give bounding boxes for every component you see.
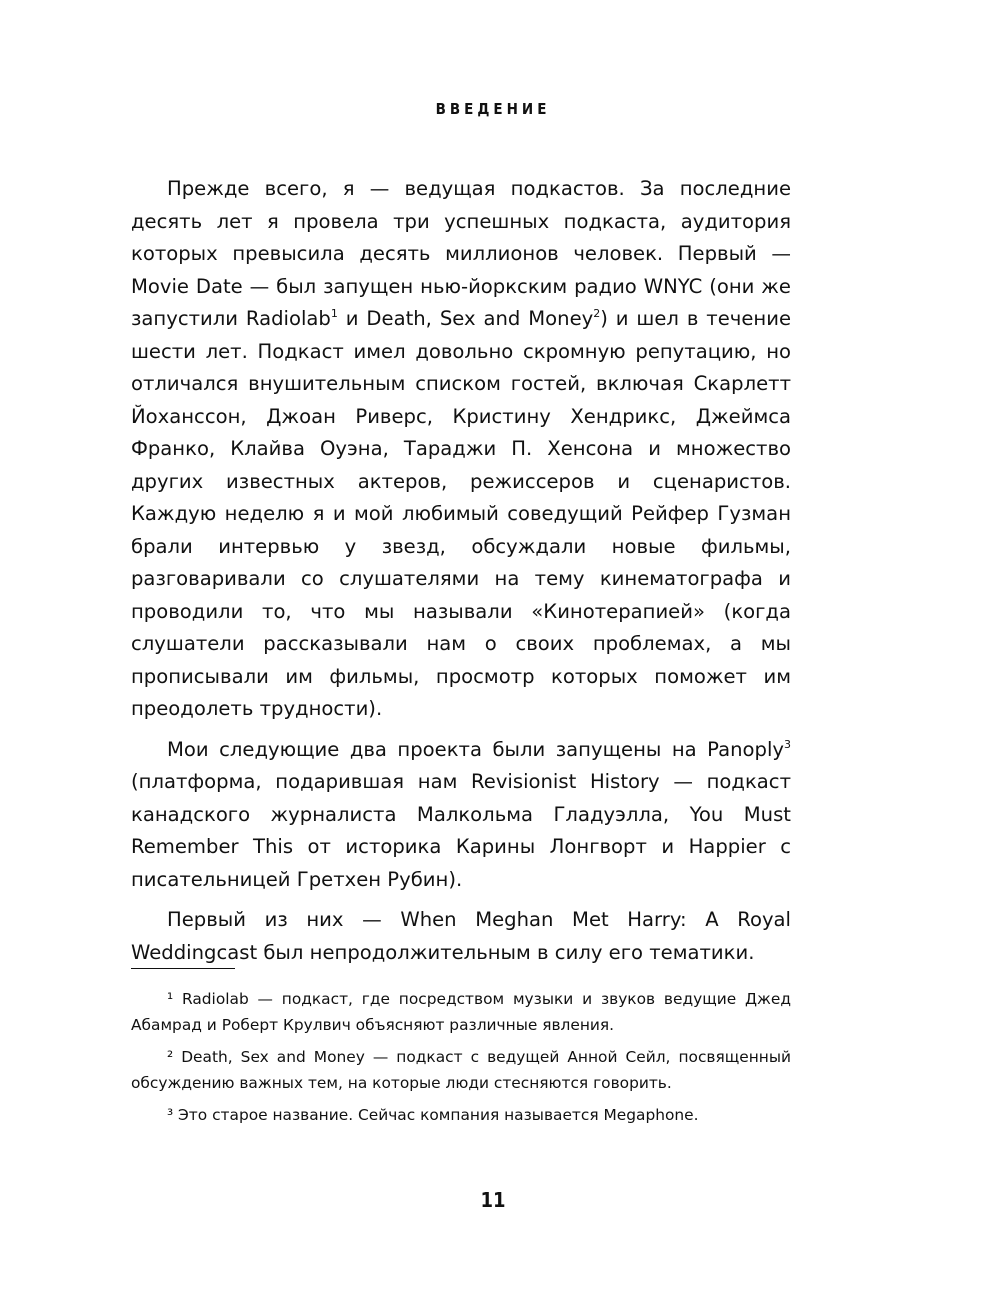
main-text — [131, 173, 791, 977]
running-head: ВВЕДЕНИЕ — [435, 100, 551, 118]
footnote-1: ¹ Radiolab — подкаст, где посредством музыки и звуков ведущие Джед Абамрад и Роберт Крулвич объясняют различные явления. — [131, 990, 791, 1034]
footnote-ref-3: 3 — [784, 737, 791, 751]
page-number: 11 — [480, 1188, 506, 1212]
footnote-2: ² Death, Sex and Money — подкаст с ведущей Анной Сейл, посвященный обсуждению важных тем, на которые люди стесняются говорить. — [131, 1048, 791, 1092]
footnote-ref-2: 2 — [593, 307, 601, 320]
footnote-ref-1: 1 — [330, 307, 338, 320]
paragraph-1-part-b: и Death, Sex and Money — [337, 307, 594, 330]
paragraph-2-part-b: (платформа, подарившая нам Revisionist History — подкаст канадского журналиста Малкольма Гладуэлла, You Must Remember This от историка Карины Лонгворт и Happier с писательницей Гретхен Рубин). — [131, 770, 791, 891]
paragraph-1-part-c: ) и шел в течение шести лет. Подкаст имел довольно скромную репутацию, но отличался внушительным списком гостей, включая Скарлетт Йоханссон, Джоан Риверс, Кристину Хендрикс, Джеймса Франко, Клайва Оуэна, Тараджи П. Хенсона и множество других известных актеров, режиссеров и сценаристов. Каждую неделю я и мой любимый соведущий Рейфер Гузман брали интервью у звезд, обсуждали новые фильмы, разговаривали со слушателями на тему кинематографа и проводили то, что мы называли «Кинотерапией» (когда слушатели рассказывали нам о своих проблемах, а мы прописывали им фильмы, просмотр которых поможет им преодолеть трудности). — [131, 307, 792, 720]
footnote-3: ³ Это старое название. Сейчас компания называется Megaphone. — [167, 1106, 699, 1124]
footnotes — [131, 986, 791, 1134]
paragraph-1 — [131, 173, 791, 726]
paragraph-2 — [131, 734, 791, 897]
paragraph-1-part-a: Прежде всего, я — ведущая подкастов. За последние десять лет я провела три успешных подкаста, аудитория которых превысила десять миллионов человек. Первый — Movie Date — был запущен нью-йоркским радио WNYC (они же запустили Radiolab — [131, 177, 791, 330]
paragraph-3: Первый из них — When Meghan Met Harry: A Royal Weddingcast был непродолжительным в силу его тематики. — [131, 908, 791, 964]
footnote-divider — [131, 968, 235, 969]
paragraph-2-part-a: Мои следующие два проекта были запущены на Panoply — [167, 737, 784, 761]
